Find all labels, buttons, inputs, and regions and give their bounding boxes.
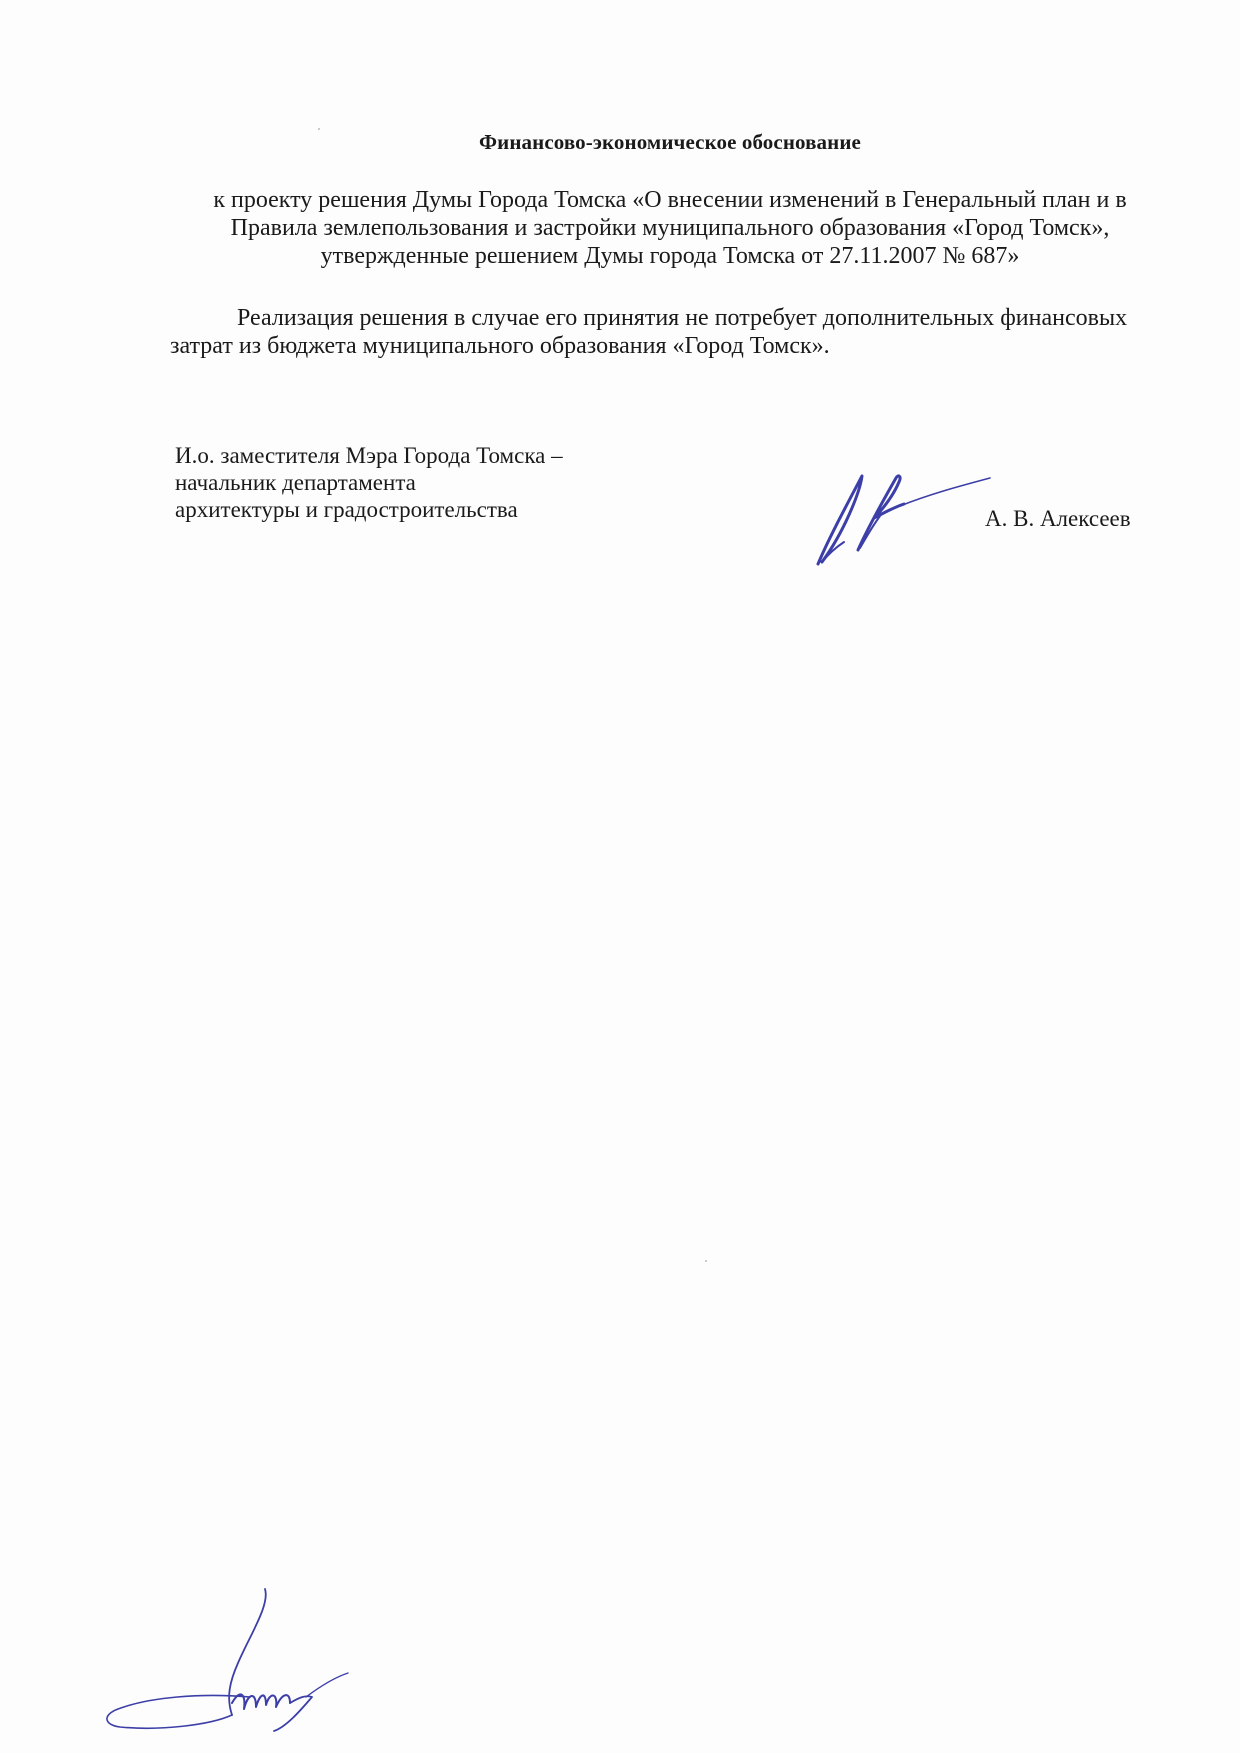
document-title: Финансово-экономическое обоснование <box>479 130 861 154</box>
subject-line: утвержденные решением Думы города Томска от 27.11.2007 № 687» <box>320 243 1020 269</box>
body-line: затрат из бюджета муниципального образования «Город Томск». <box>170 333 830 359</box>
body-paragraph <box>170 304 1170 360</box>
document-subject <box>170 186 1170 270</box>
signatory-position <box>175 442 695 523</box>
body-line: Реализация решения в случае его принятия не потребует дополнительных финансовых <box>237 305 1128 331</box>
signature-icon <box>100 1585 350 1735</box>
signatory-line: И.о. заместителя Мэра Города Томска – <box>175 443 563 468</box>
signature-icon <box>800 462 1000 572</box>
scan-artifact <box>318 128 320 130</box>
signatory-line: архитектуры и градостроительства <box>175 497 518 522</box>
signatory-line: начальник департамента <box>175 470 416 495</box>
signatory-name: А. В. Алексеев <box>985 506 1131 531</box>
scan-artifact <box>705 1260 707 1262</box>
subject-line: к проекту решения Думы Города Томска «О внесении изменений в Генеральный план и в <box>213 187 1127 213</box>
subject-line: Правила землепользования и застройки муниципального образования «Город Томск», <box>230 215 1110 241</box>
